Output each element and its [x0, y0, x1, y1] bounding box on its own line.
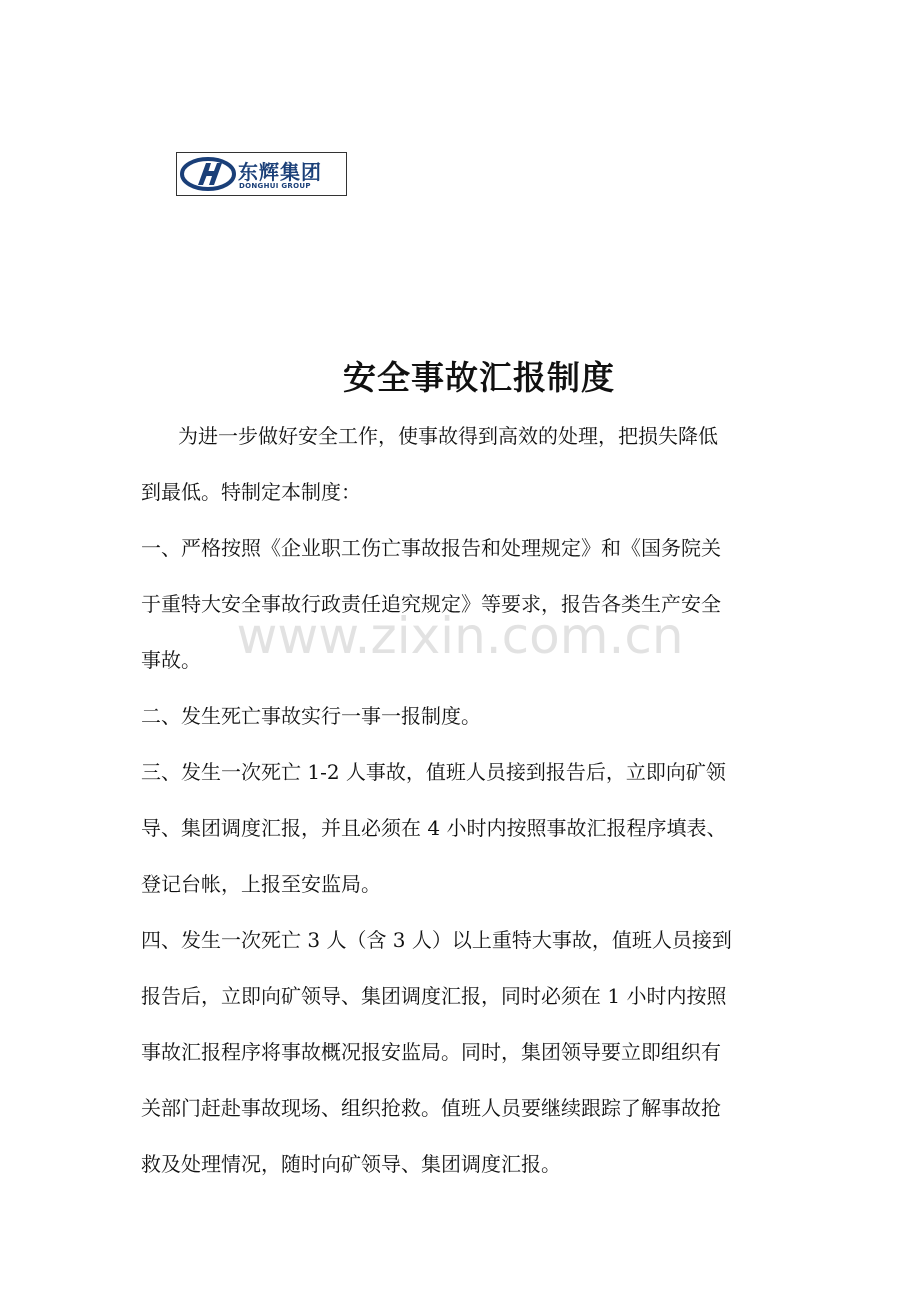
logo-company-name: 东辉集团	[238, 160, 322, 184]
donghui-logo-icon	[180, 157, 236, 191]
clause-3-line-2: 导、集团调度汇报，并且必须在 4 小时内按照事故汇报程序填表、	[141, 816, 727, 840]
logo-company-name-en: DONGHUI GROUP	[239, 182, 311, 190]
intro-line-1: 为进一步做好安全工作，使事故得到高效的处理，把损失降低	[178, 424, 718, 448]
clause-1-line-2: 于重特大安全事故行政责任追究规定》等要求，报告各类生产安全	[141, 592, 721, 616]
watermark: www.zixin.com.cn	[236, 607, 684, 665]
clause-1-line-1: 一、严格按照《企业职工伤亡事故报告和处理规定》和《国务院关	[141, 536, 721, 560]
clause-3-line-3: 登记台帐，上报至安监局。	[141, 872, 381, 896]
intro-line-2: 到最低。特制定本制度：	[141, 480, 361, 504]
clause-3-line-1: 三、发生一次死亡 1-2 人事故，值班人员接到报告后，立即向矿领	[141, 760, 726, 784]
document-title: 安全事故汇报制度	[343, 358, 615, 397]
clause-2-line-1: 二、发生死亡事故实行一事一报制度。	[141, 704, 481, 728]
clause-4-line-3: 事故汇报程序将事故概况报安监局。同时，集团领导要立即组织有	[141, 1040, 721, 1064]
clause-4-line-1: 四、发生一次死亡 3 人（含 3 人）以上重特大事故，值班人员接到	[141, 928, 732, 952]
clause-4-line-5: 救及处理情况，随时向矿领导、集团调度汇报。	[141, 1152, 561, 1176]
clause-4-line-4: 关部门赶赴事故现场、组织抢救。值班人员要继续跟踪了解事故抢	[141, 1096, 721, 1120]
company-logo	[176, 152, 347, 196]
clause-1-line-3: 事故。	[141, 648, 201, 672]
clause-4-line-2: 报告后，立即向矿领导、集团调度汇报，同时必须在 1 小时内按照	[141, 984, 727, 1008]
